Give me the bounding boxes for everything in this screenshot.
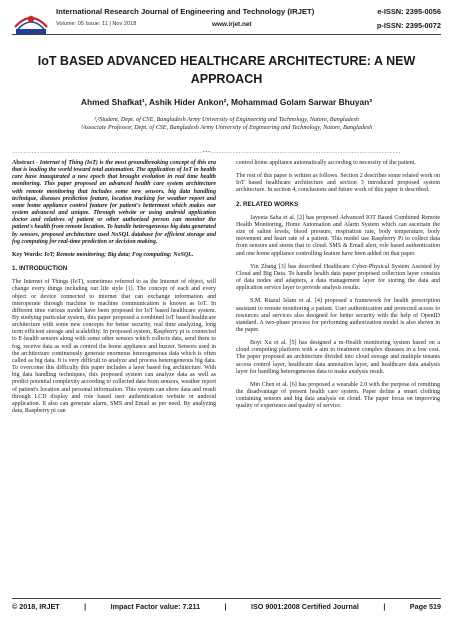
p-issn: p-ISSN: 2395-0072 bbox=[376, 21, 441, 30]
e-issn: e-ISSN: 2395-0056 bbox=[377, 7, 441, 16]
affiliation-1: ¹,²Student, Dept. of CSE, Bangladesh Army University of Engineering and Technology, Natore, Bangladesh bbox=[93, 116, 360, 123]
introduction-continued: control home appliance automatically according to necessity of the patient. bbox=[236, 160, 416, 166]
footer-iso: ISO 9001:2008 Certified Journal bbox=[251, 602, 359, 611]
section-heading-introduction: 1. INTRODUCTION bbox=[12, 265, 68, 273]
page-number: Page 519 bbox=[409, 602, 441, 611]
related-work-paragraph: Jayeeta Saha et al. [2] has proposed Advanced IOT Based Combined Remote Health Monitoring, Home Automation and Alarm System which can ascertain the size of saline levels, blood pressure, respiration rate, body temperature, body movement and heart rate of a patient. This model use Raspberry Pi to collect data from sensors and stores that to cloud. SMS & Email alert, role based authentication and one home appliance controlling feature have been added on that paper. bbox=[236, 214, 440, 257]
journal-name: International Research Journal of Engineering and Technology (IRJET) bbox=[56, 7, 315, 16]
introduction-paragraph: The Internet of Things (IoT), sometimes referred to as the Internet of object, will change every things including our life style [1]. The concept of each and every object or device connected to internet that can exchange information and interoperate through machine to machine communication is known as IoT. In different time various model have been proposed for IoT based healthcare system. By studying particular system, this paper proposed a combined IoT based healthcare architecture with some new concepts for better security, real time analyzing, long term efficient storage and scalability. In proposed system, Raspberry pi is connected to E-health sensors along with some other sensors which collects data, send them to fog, receive data as well as control the home appliance and buzzer. Sensors used in the architecture continuously generate enormous heterogeneous data which is often called as big data. It is very difficult to analyze and process heterogeneous big data. To overcome this difficulty this paper includes a layer based fog architecture. With big data handling techniques, this proposed system can analyze data as well as predict potential complexity according to collected data from sensors, weather report of patient's location and personal information. This system can show data and result through LCD display and role based user authentication website or android application. It also can generate alarm, SMS and Email as per need. By analyzing data, Raspberry pi can bbox=[12, 279, 216, 414]
footer-separator: | bbox=[383, 602, 386, 611]
related-work-paragraph: Yin Zhang [3] has described Healthcare Cyber-Physical System Assisted by Cloud and Big Data. To handle health data paper proposed collection layer consists of data nodes and adapters, a data management layer for storing the data and application service layer to provide analysis results. bbox=[236, 263, 440, 292]
journal-header bbox=[12, 6, 441, 50]
related-work-paragraph: S.M. Riazul Islam et al. [4] proposed a framework for health prescription assistant to remote monitoring a patient. User authentication and protected access to resources and services also designed for better security with the help of OpenID standard. A two-phase process for performing authorization model is also shown in the paper. bbox=[236, 298, 440, 333]
header-divider bbox=[12, 34, 441, 35]
section-heading-related-works: 2. RELATED WORKS bbox=[236, 200, 299, 208]
page-footer bbox=[12, 602, 441, 611]
journal-website[interactable]: www.irjet.net bbox=[212, 21, 252, 28]
footer-impact-factor: Impact Factor value: 7.211 bbox=[110, 602, 201, 611]
footer-divider bbox=[12, 598, 441, 599]
left-column bbox=[12, 160, 216, 421]
paper-authors: Ahmed Shafkat¹, Ashik Hider Ankon², Mohammad Golam Sarwar Bhuyan³ bbox=[80, 97, 373, 107]
footer-copyright: © 2018, IRJET bbox=[12, 602, 60, 611]
abstract bbox=[12, 160, 216, 246]
affiliation-2: ³Associate Professor, Dept. of CSE, Bangladesh Army University of Engineering and Technology, Natore, Bangladesh bbox=[80, 124, 373, 132]
keywords bbox=[12, 252, 216, 259]
abstract-text: Internet of Thing (IoT) is the most groundbreaking concept of this era that is leading the world toward total automation. The application of IoT in health care have inaugurated a new epoch that brought evolution in real time health monitoring. This paper proposed an advanced health care system architecture with remote monitoring that includes some new sensors, big data handling technique, diseases prediction feature, location tracking for weather report and some home appliance control feature for patient's betterment which makes our system advanced and unique. Through website or using android application doctor and relatives of patient or other authorized person can monitor the patient's health from remote location. To handle heterogeneous big data generated by sensors, proposed architecture used NoSQL database for efficient storage and fog computing for real-time prediction or decision making. bbox=[12, 160, 216, 245]
section-separator: ---------------------------------------------------------------------***--------------------------------------------------------------------- bbox=[12, 151, 401, 156]
paper-outline: The rest of this paper is written as follows. Section 2 describes some related work on IoT based healthcare architecture and section 3 introduced proposed system architecture. In section 4, conclusions and future work of this paper is described. bbox=[236, 173, 440, 194]
abstract-lead: Abstract - bbox=[12, 160, 39, 166]
footer-separator: | bbox=[84, 602, 87, 611]
related-work-paragraph: Boyi Xu et al. [5] has designed a m-Health monitoring system based on a cloud computing platform with a aim to treatment complex diseases in a low cost. The paper proposed an architecture divided into cloud storage and multiple tenants access control layer, healthcare data annotation layer, and healthcare data analysis layer for handling heterogeneous data to make analysis result. bbox=[236, 340, 440, 375]
keywords-lead: Key Words: bbox=[12, 251, 43, 258]
paper-title: IoT BASED ADVANCED HEALTHCARE ARCHITECTURE: A NEW APPROACH bbox=[37, 54, 416, 86]
volume-issue: Volume: 05 Issue: 11 | Nov 2018 bbox=[56, 21, 137, 27]
related-work-paragraph: Min Chen et al. [6] has proposed a wearable 2.0 with the purpose of remitting the disadvantage of present health care system. Paper define a smart clothing containing sensors and big data analysis on cloud. The paper focus on improving quality of experience and quality of service. bbox=[236, 381, 440, 410]
right-column bbox=[236, 160, 440, 417]
affiliations bbox=[30, 116, 423, 133]
footer-separator: | bbox=[224, 602, 227, 611]
keywords-text: IoT; Remote monitoring; Big data; Fog computing; NoSQL. bbox=[42, 251, 194, 258]
irjet-logo bbox=[12, 7, 50, 37]
